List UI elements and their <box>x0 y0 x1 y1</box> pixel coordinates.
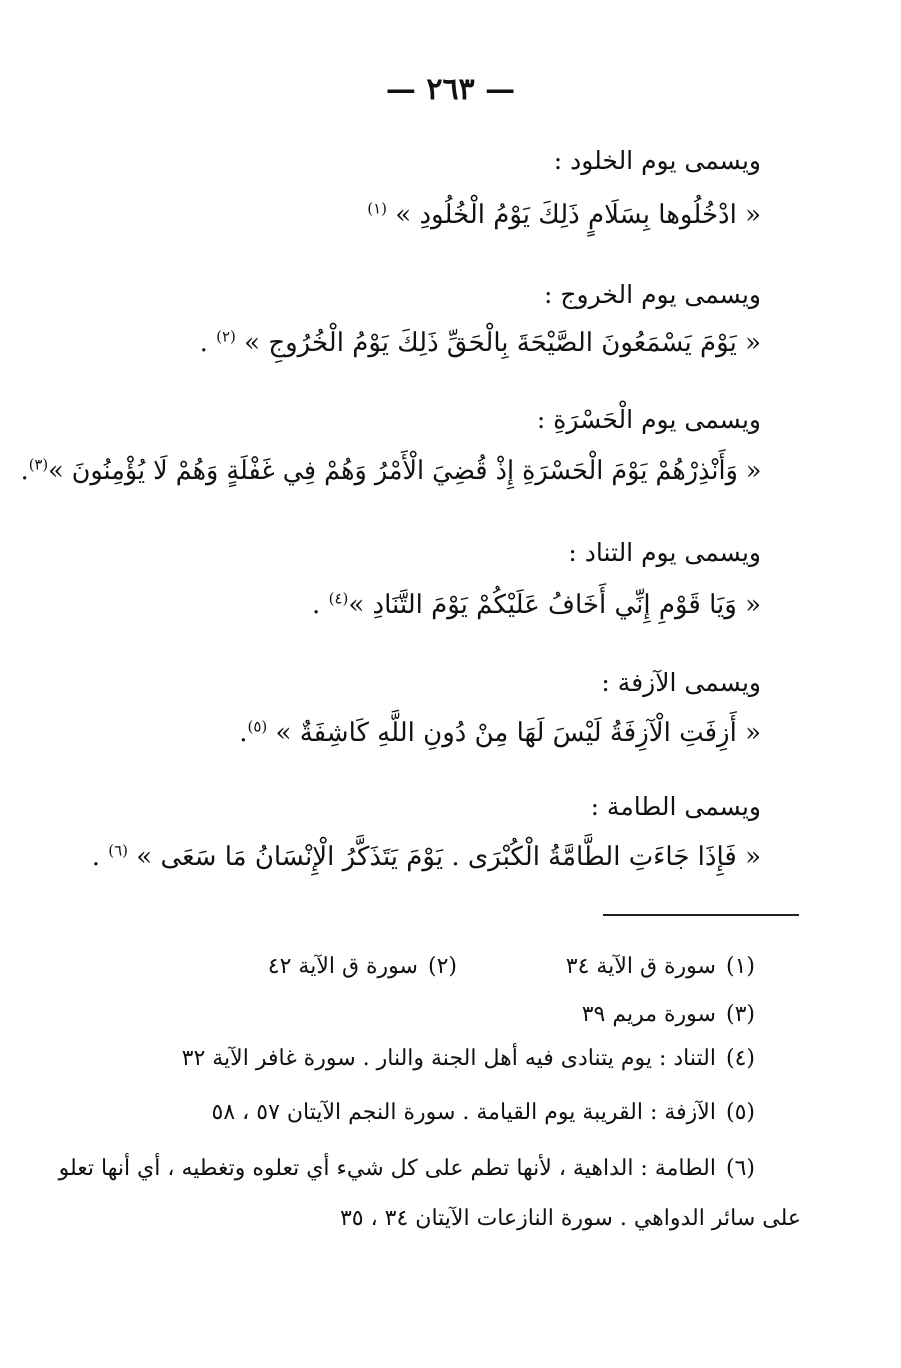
verse-tanad <box>312 590 761 620</box>
footnote-ref: (٥) <box>247 717 268 736</box>
footnote-ref: (٦) <box>108 841 129 860</box>
section-heading-khuruj: ويسمى يوم الخروج : <box>544 280 761 309</box>
verse-azifa <box>239 718 761 748</box>
footnote-ref: (٢) <box>216 327 236 346</box>
verse-tamma <box>92 842 761 872</box>
footnote-3 <box>582 1002 755 1027</box>
footnote-6 <box>59 1156 755 1181</box>
section-heading-khulud: ويسمى يوم الخلود : <box>553 146 761 175</box>
verse-khuruj <box>200 328 761 358</box>
footnote-number: (١) <box>725 954 755 979</box>
footnote-text: الطامة : الداهية ، لأنها تطم على كل شيء أي تعلوه وتغطيه ، أي أنها تعلو <box>58 1156 716 1181</box>
footnote-divider <box>603 914 799 916</box>
verse-tail: . <box>199 328 217 358</box>
footnote-text: سورة مريم ٣٩ <box>581 1002 716 1027</box>
verse-hasra <box>20 456 761 486</box>
page-number: — ٢٦٣ — <box>385 72 516 107</box>
footnote-4 <box>182 1046 755 1071</box>
verse-text: « وَيَا قَوْمِ إِنِّي أَخَافُ عَلَيْكُمْ يَوْمَ التَّنَادِ » <box>348 590 761 620</box>
footnote-1 <box>566 954 755 979</box>
verse-text: « ادْخُلُوها بِسَلَامٍ ذَلِكَ يَوْمُ الْخُلُودِ » <box>395 200 761 230</box>
verse-khulud <box>367 200 761 230</box>
footnote-number: (٦) <box>725 1156 755 1181</box>
footnote-2 <box>268 954 457 979</box>
footnote-6-continuation: على سائر الدواهي . سورة النازعات الآيتان ٣٤ ، ٣٥ <box>339 1206 801 1231</box>
verse-text: « فَإِذَا جَاءَتِ الطَّامَّةُ الْكُبْرَى . يَوْمَ يَتَذَكَّرُ الْإِنْسَانُ مَا سَعَى » <box>136 842 761 872</box>
footnote-number: (٣) <box>725 1002 755 1027</box>
verse-text: « أَزِفَتِ الْآزِفَةُ لَيْسَ لَهَا مِنْ دُونِ اللَّهِ كَاشِفَةٌ » <box>275 718 761 748</box>
footnote-ref: (٤) <box>328 589 349 608</box>
footnote-text: سورة ق الآية ٤٢ <box>267 954 418 979</box>
verse-text: « يَوْمَ يَسْمَعُونَ الصَّيْحَةَ بِالْحَقِّ ذَلِكَ يَوْمُ الْخُرُوجِ » <box>244 328 761 358</box>
footnote-ref: (٣) <box>28 455 48 474</box>
section-heading-tanad: ويسمى يوم التناد : <box>568 538 761 567</box>
footnote-text: سورة ق الآية ٣٤ <box>565 954 716 979</box>
footnote-number: (٥) <box>725 1100 755 1125</box>
verse-tail: . <box>91 842 109 872</box>
footnote-text: الآزفة : القريبة يوم القيامة . سورة النجم الآيتان ٥٧ ، ٥٨ <box>211 1100 716 1125</box>
section-heading-hasra: ويسمى يوم الْحَسْرَةِ : <box>536 405 761 434</box>
section-heading-azifa: ويسمى الآزفة : <box>601 668 761 697</box>
verse-tail: . <box>20 456 29 486</box>
footnote-5 <box>212 1100 755 1125</box>
footnote-text: التناد : يوم يتنادى فيه أهل الجنة والنار . سورة غافر الآية ٣٢ <box>181 1046 716 1071</box>
verse-text: « وَأَنْذِرْهُمْ يَوْمَ الْحَسْرَةِ إِذْ قُضِيَ الْأَمْرُ وَهُمْ فِي غَفْلَةٍ وَهُمْ لَا يُؤْمِنُونَ » <box>47 456 761 486</box>
footnote-number: (٢) <box>427 954 457 979</box>
section-heading-tamma: ويسمى الطامة : <box>590 792 761 821</box>
footnote-ref: (١) <box>367 199 388 218</box>
verse-tail: . <box>312 590 329 620</box>
footnote-number: (٤) <box>725 1046 755 1071</box>
verse-tail: . <box>239 718 248 748</box>
